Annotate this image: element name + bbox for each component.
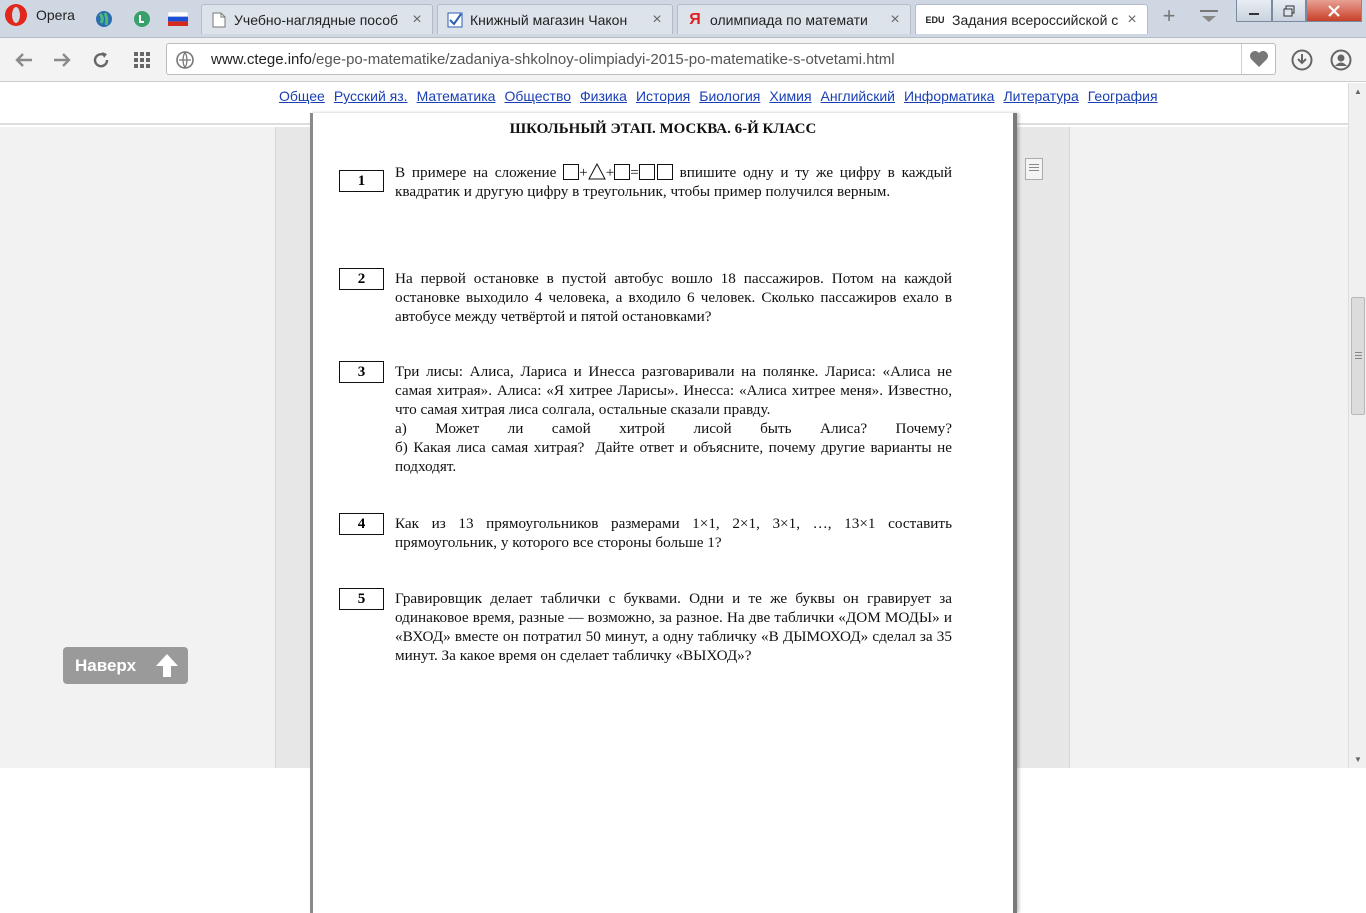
edu-icon: EDU — [925, 14, 945, 25]
pdf-viewer — [275, 121, 1070, 768]
task-text-after: впишите одну и ту же цифру в каждый квадратик и другую цифру в треугольник, чтобы пример получился верным. — [395, 164, 953, 200]
task-number: 4 — [339, 513, 384, 535]
subject-link[interactable]: Общее — [279, 88, 325, 104]
task-paragraph: а) Может ли самой хитрой лисой быть Алиса? Почему? — [395, 420, 952, 437]
tab-menu-icon — [1198, 8, 1220, 26]
task-text: Гравировщик делает таблички с буквами. Одни и те же буквы он гравирует за одинаковое время, разные — возможно, за разное. На две таблички «ДОМ МОДЫ» и «ВХОД» вместе он потратил 50 минут, а одну табличку «В ДЫМОХОД» сделал за 35 минут. За какое время он сделает табличку «ВЫХОД»? — [395, 590, 952, 664]
url-path: /ege-po-matematike/zadaniya-shkolnoy-olimpiadyi-2015-po-matematike-s-otvetami.html — [311, 51, 895, 68]
globe-icon — [95, 10, 113, 28]
opera-menu-button[interactable] — [0, 0, 86, 30]
subject-link[interactable]: Общество — [504, 88, 572, 104]
opera-menu-label: Opera — [36, 7, 75, 23]
yandex-icon: Я — [689, 10, 701, 28]
scroll-down-icon[interactable]: ▼ — [1354, 755, 1362, 764]
tab-1[interactable] — [437, 4, 673, 34]
close-icon[interactable]: × — [890, 10, 900, 28]
square-shape — [639, 164, 655, 180]
document-icon — [210, 11, 228, 29]
forward-button[interactable] — [50, 48, 74, 72]
url-host: www.ctege.info — [211, 51, 312, 68]
site-info-icon[interactable] — [175, 50, 195, 70]
close-window-button[interactable] — [1306, 0, 1362, 22]
close-icon[interactable]: × — [1127, 10, 1137, 28]
square-shape — [563, 164, 579, 180]
reload-icon — [92, 51, 110, 69]
address-bar[interactable] — [166, 43, 1276, 75]
arrow-up-icon — [154, 652, 180, 679]
speed-dial-button[interactable] — [130, 48, 154, 72]
user-icon — [1330, 49, 1352, 71]
square-shape — [657, 164, 673, 180]
subject-link[interactable]: История — [635, 88, 691, 104]
restore-button[interactable] — [1272, 0, 1306, 22]
close-icon — [1328, 5, 1340, 17]
page-scrollbar[interactable] — [1348, 83, 1366, 768]
tab-bar — [0, 0, 1366, 38]
subject-link[interactable]: Биология — [699, 88, 761, 104]
scroll-up-icon[interactable]: ▲ — [1354, 87, 1362, 96]
tab-title: Задания всероссийской с — [952, 11, 1119, 28]
browser-toolbar — [0, 38, 1366, 82]
tab-0[interactable] — [201, 4, 433, 34]
tab-3-active[interactable] — [915, 4, 1148, 34]
task-paragraph: б) Какая лиса самая хитрая? Дайте ответ и объясните, почему другие варианты не подходят. — [395, 439, 956, 475]
green-circle-icon — [133, 10, 151, 28]
subject-link[interactable]: Информатика — [904, 88, 995, 104]
subject-link[interactable]: Русский яз. — [333, 88, 408, 104]
minimize-button[interactable] — [1236, 0, 1272, 22]
back-arrow-icon — [14, 52, 34, 68]
download-button[interactable] — [1290, 48, 1314, 72]
subject-link[interactable]: Английский — [820, 88, 895, 104]
grid-icon — [133, 51, 151, 69]
back-button[interactable] — [12, 48, 36, 72]
subject-link[interactable]: География — [1087, 88, 1158, 104]
pinned-tab-2[interactable] — [124, 4, 160, 34]
checkbox-icon — [446, 11, 464, 29]
close-icon[interactable]: × — [412, 10, 422, 28]
minimize-icon — [1248, 6, 1260, 16]
pinned-tab-1[interactable] — [86, 4, 122, 34]
new-tab-button[interactable]: + — [1162, 3, 1176, 28]
task-number: 2 — [339, 268, 384, 290]
plus-sign: + — [605, 164, 615, 181]
reload-button[interactable] — [89, 48, 113, 72]
pinned-tab-3[interactable] — [160, 4, 196, 34]
tab-menu-button[interactable] — [1198, 8, 1220, 26]
account-button[interactable] — [1329, 48, 1353, 72]
subject-link[interactable]: Физика — [580, 88, 627, 104]
russian-flag-icon — [168, 12, 188, 26]
task-paragraph: Три лисы: Алиса, Лариса и Инесса разговаривали на полянке. Лариса: «Алиса не самая хитрая». Алиса: «Я хитрее Ларисы». Инесса: «Алиса хитрее меня». Известно, что самая хитрая лиса солгала, остальные сказали правду. — [395, 363, 952, 418]
restore-icon — [1283, 5, 1295, 17]
equals-sign: = — [630, 164, 639, 181]
url-text[interactable] — [211, 51, 895, 68]
task-number: 5 — [339, 588, 384, 610]
task-text — [395, 163, 952, 201]
close-icon[interactable]: × — [652, 10, 662, 28]
back-to-top-button[interactable] — [63, 647, 188, 684]
task-text-before: В примере на сложение — [395, 164, 557, 181]
back-to-top-label: Наверх — [75, 655, 137, 675]
task-number: 3 — [339, 361, 384, 383]
bookmark-heart-button[interactable] — [1241, 44, 1275, 74]
document-header: ШКОЛЬНЫЙ ЭТАП. МОСКВА. 6-Й КЛАСС — [509, 121, 817, 137]
task-text: На первой остановке в пустой автобус вошло 18 пассажиров. Потом на каждой остановке выходило 4 человека, а входило 6 человек. Сколько пассажиров ехало в автобусе между четвёртой и пятой остановками? — [395, 270, 952, 325]
tab-title: олимпиада по математи — [710, 11, 868, 28]
tab-title: Книжный магазин Чакон — [470, 11, 628, 28]
forward-arrow-icon — [52, 52, 72, 68]
tab-2[interactable] — [677, 4, 911, 34]
triangle-shape — [588, 163, 606, 180]
scrollbar-thumb[interactable] — [1351, 297, 1365, 415]
pdf-scrollbar-thumb[interactable] — [1025, 158, 1043, 180]
plus-sign: + — [579, 164, 588, 181]
tab-title: Учебно-наглядные пособ — [234, 11, 399, 28]
square-shape — [614, 164, 630, 180]
subject-link[interactable]: Математика — [416, 88, 496, 104]
pdf-page — [310, 113, 1017, 913]
subject-link[interactable]: Химия — [769, 88, 812, 104]
task-text: Как из 13 прямоугольников размерами 1×1, 2×1, 3×1, …, 13×1 составить прямоугольник, у которого все стороны больше 1? — [395, 515, 952, 551]
download-icon — [1291, 49, 1313, 71]
task-text — [395, 362, 956, 476]
opera-logo-icon — [4, 3, 28, 27]
task-number: 1 — [339, 170, 384, 192]
heart-icon — [1249, 50, 1269, 68]
subject-link[interactable]: Литература — [1003, 88, 1079, 104]
